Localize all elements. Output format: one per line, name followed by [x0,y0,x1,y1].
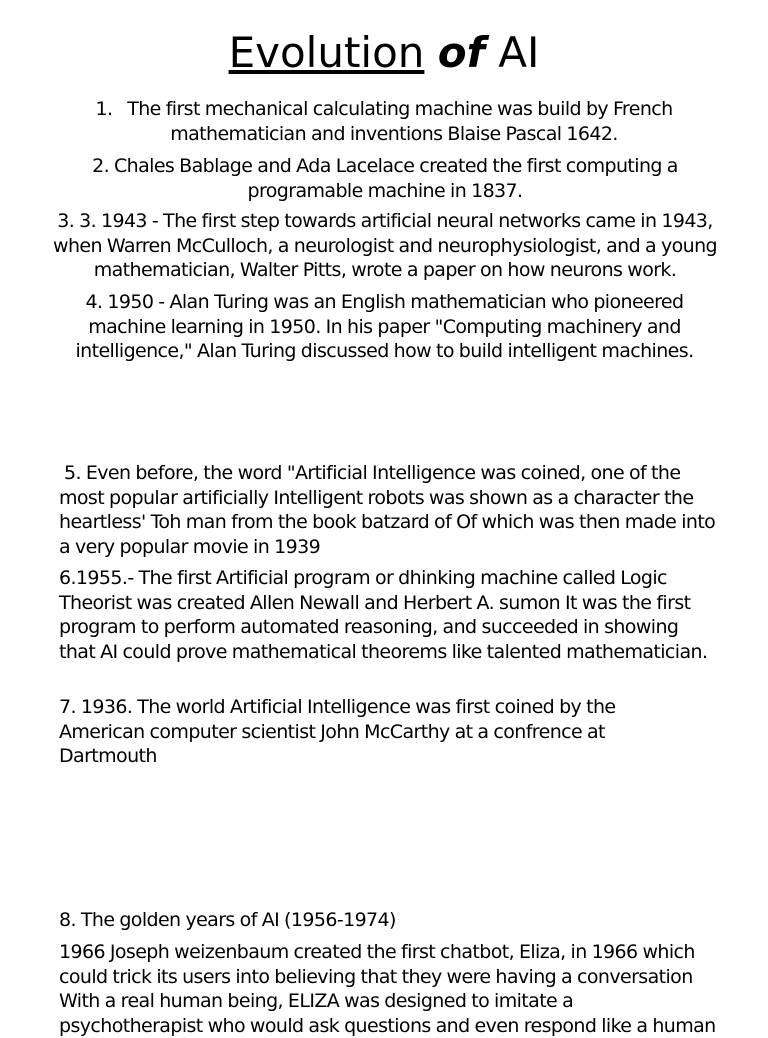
page-title [0,26,768,80]
list-item-1 [50,97,718,146]
list-item-1-text-line2: mathematician and inventions Blaise Pascal 1642. [170,122,618,145]
title-word-of: of [437,28,485,77]
list-item-1-line2 [50,122,718,147]
title-word-evolution: Evolution [228,28,425,77]
list-item-7: 7. 1936. The world Artificial Intelligence was first coined by the American computer scientist John McCarthy at a confrence at Dartmouth [59,696,616,767]
list-item-3: 3. 3. 1943 - The first step towards artificial neural networks came in 1943, when Warren McCulloch, a neurologist and neurophysiologist, and a young mathematician, Walter Pitts, wrote a paper on how neurons work. [53,210,717,281]
list-item-8-body: 1966 Joseph weizenbaum created the first chatbot, Eliza, in 1966 which could trick its users into believing that they were having a conversation With a real human being, ELIZA was designed to imitate a psychotherapist who would ask questions and even respond like a human [59,941,716,1037]
title-word-ai: AI [498,28,540,77]
list-item-6: 6.1955.- The first Artificial program or dhinking machine called Logic Theorist was created Allen Newall and Herbert A. sumon It was the first program to perform automated reasoning, and succeeded in showing that AI could prove mathematical theorems like talented mathematician. [59,567,708,663]
list-item-4: 4. 1950 - Alan Turing was an English mathematician who pioneered machine learning in 1950. In his paper "Computing machinery and intelligence," Alan Turing discussed how to build intelligent machines. [75,291,694,362]
list-item-8-heading: 8. The golden years of AI (1956-1974) [59,909,396,931]
list-item-2: 2. Chales Bablage and Ada Lacelace created the first computing a programable machine in 1837. [92,155,678,202]
list-item-1-number: 1. [95,98,113,120]
list-item-1-line1 [50,97,718,122]
list-item-5: 5. Even before, the word "Artificial Intelligence was coined, one of the most popular artificially Intelligent robots was shown as a character the heartless' Toh man from the book batzard of Of which was then made into a very popular movie in 1939 [59,462,721,558]
list-item-1-text-line1: The first mechanical calculating machine was build by French [127,98,673,120]
